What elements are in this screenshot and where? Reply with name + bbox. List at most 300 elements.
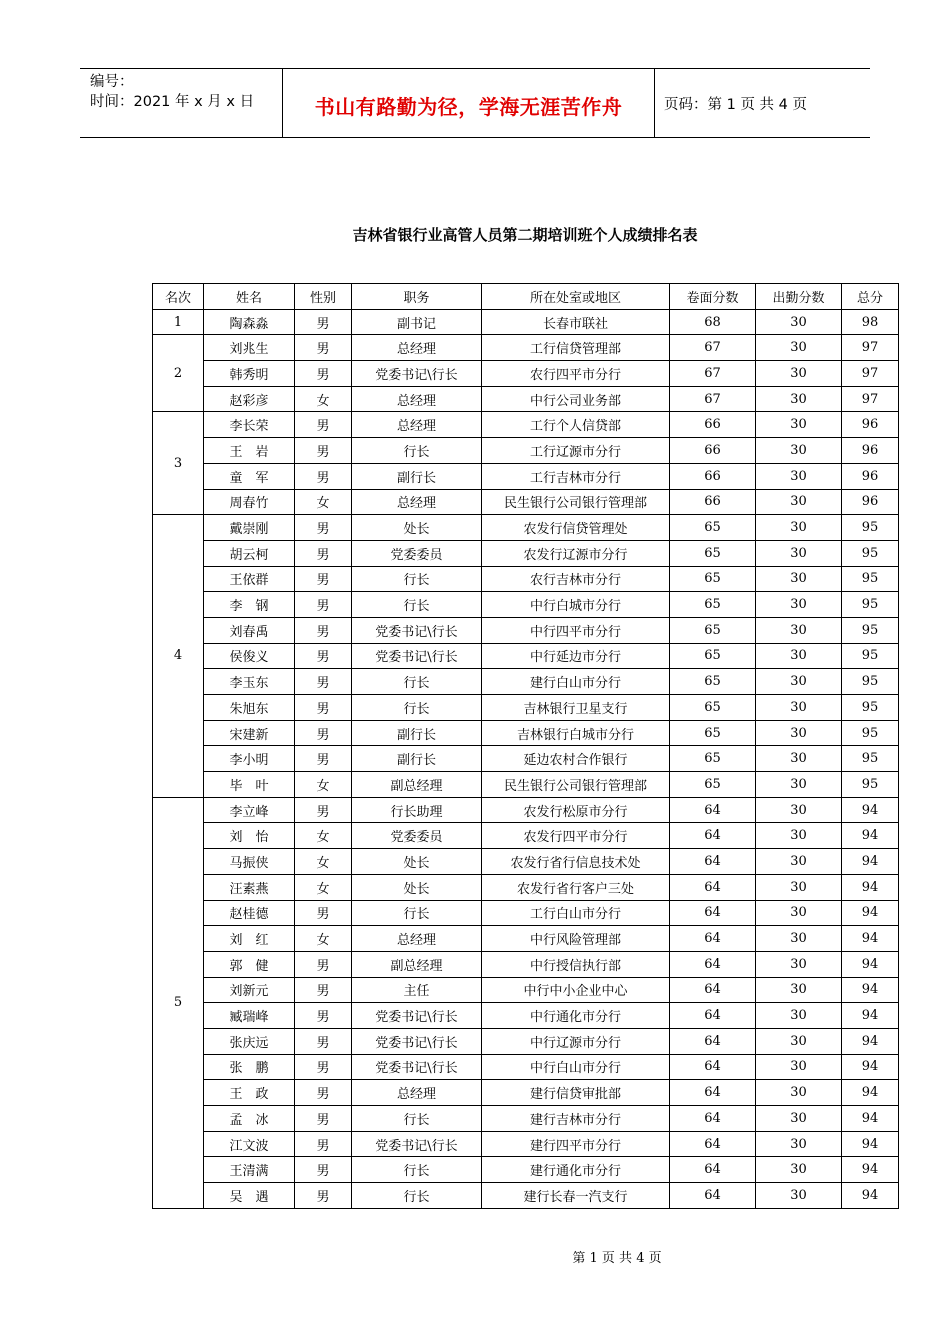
exam-score-cell: 64 (670, 1080, 756, 1106)
department-cell: 农行四平市分行 (482, 361, 670, 387)
table-row (153, 874, 899, 900)
position-cell: 处长 (352, 849, 482, 875)
position-cell: 党委书记\行长 (352, 361, 482, 387)
exam-score-cell: 65 (670, 720, 756, 746)
total-score-cell: 94 (842, 1054, 899, 1080)
exam-score-cell: 65 (670, 772, 756, 798)
name-cell: 王 政 (204, 1080, 295, 1106)
table-row (153, 438, 899, 464)
department-cell: 中行授信执行部 (482, 951, 670, 977)
attendance-score-cell: 30 (756, 1183, 842, 1209)
total-score-cell: 94 (842, 951, 899, 977)
attendance-score-cell: 30 (756, 592, 842, 618)
attendance-score-cell: 30 (756, 1106, 842, 1132)
total-score-cell: 96 (842, 489, 899, 515)
gender-cell: 男 (295, 643, 352, 669)
table-row (153, 643, 899, 669)
name-cell: 赵桂德 (204, 900, 295, 926)
gender-cell: 男 (295, 797, 352, 823)
table-row (153, 1080, 899, 1106)
department-cell: 农发行省行信息技术处 (482, 849, 670, 875)
total-score-cell: 94 (842, 926, 899, 952)
position-cell: 党委书记\行长 (352, 1054, 482, 1080)
exam-score-cell: 64 (670, 797, 756, 823)
table-row (153, 849, 899, 875)
motto: 书山有路勤为径，学海无涯苦作舟 (282, 69, 655, 137)
name-cell: 朱旭东 (204, 695, 295, 721)
gender-cell: 男 (295, 361, 352, 387)
exam-score-cell: 65 (670, 566, 756, 592)
position-cell: 行长 (352, 592, 482, 618)
position-cell: 行长 (352, 900, 482, 926)
total-score-cell: 94 (842, 1157, 899, 1183)
attendance-score-cell: 30 (756, 1131, 842, 1157)
table-row (153, 900, 899, 926)
gender-cell: 女 (295, 772, 352, 798)
name-cell: 毕 叶 (204, 772, 295, 798)
exam-score-cell: 64 (670, 1183, 756, 1209)
department-cell: 长春市联社 (482, 309, 670, 335)
name-cell: 戴崇刚 (204, 515, 295, 541)
total-score-cell: 95 (842, 540, 899, 566)
gender-cell: 男 (295, 617, 352, 643)
name-cell: 侯俊义 (204, 643, 295, 669)
total-score-cell: 97 (842, 361, 899, 387)
exam-score-cell: 65 (670, 515, 756, 541)
position-cell: 行长 (352, 566, 482, 592)
total-score-cell: 95 (842, 643, 899, 669)
gender-cell: 女 (295, 823, 352, 849)
department-cell: 吉林银行白城市分行 (482, 720, 670, 746)
total-score-cell: 94 (842, 1131, 899, 1157)
name-cell: 宋建新 (204, 720, 295, 746)
gender-cell: 男 (295, 1054, 352, 1080)
total-score-cell: 95 (842, 720, 899, 746)
total-score-cell: 94 (842, 1028, 899, 1054)
position-cell: 行长 (352, 669, 482, 695)
department-cell: 建行信贷审批部 (482, 1080, 670, 1106)
gender-cell: 男 (295, 592, 352, 618)
attendance-score-cell: 30 (756, 463, 842, 489)
position-cell: 副行长 (352, 746, 482, 772)
name-cell: 江文波 (204, 1131, 295, 1157)
document-header (80, 68, 870, 138)
department-cell: 工行白山市分行 (482, 900, 670, 926)
total-score-cell: 96 (842, 412, 899, 438)
table-row (153, 926, 899, 952)
total-score-cell: 94 (842, 1003, 899, 1029)
name-cell: 李立峰 (204, 797, 295, 823)
position-cell: 副行长 (352, 720, 482, 746)
table-body (153, 309, 899, 1208)
table-row (153, 463, 899, 489)
exam-score-cell: 64 (670, 1106, 756, 1132)
department-cell: 中行中小企业中心 (482, 977, 670, 1003)
gender-cell: 男 (295, 900, 352, 926)
gender-cell: 男 (295, 720, 352, 746)
attendance-score-cell: 30 (756, 977, 842, 1003)
gender-cell: 男 (295, 1080, 352, 1106)
total-score-cell: 95 (842, 695, 899, 721)
position-cell: 党委书记\行长 (352, 1028, 482, 1054)
exam-score-cell: 66 (670, 412, 756, 438)
position-cell: 总经理 (352, 926, 482, 952)
attendance-score-cell: 30 (756, 335, 842, 361)
department-cell: 建行长春一汽支行 (482, 1183, 670, 1209)
attendance-score-cell: 30 (756, 823, 842, 849)
position-cell: 处长 (352, 515, 482, 541)
position-cell: 行长 (352, 438, 482, 464)
table-row (153, 1131, 899, 1157)
name-cell: 刘兆生 (204, 335, 295, 361)
total-score-cell: 98 (842, 309, 899, 335)
gender-cell: 男 (295, 438, 352, 464)
name-cell: 童 军 (204, 463, 295, 489)
position-cell: 党委委员 (352, 823, 482, 849)
total-score-cell: 94 (842, 1106, 899, 1132)
exam-score-cell: 64 (670, 926, 756, 952)
total-score-cell: 94 (842, 874, 899, 900)
name-cell: 韩秀明 (204, 361, 295, 387)
name-cell: 赵彩彦 (204, 386, 295, 412)
exam-score-cell: 64 (670, 1054, 756, 1080)
table-row (153, 309, 899, 335)
department-cell: 工行辽源市分行 (482, 438, 670, 464)
gender-cell: 男 (295, 1131, 352, 1157)
rank-cell: 3 (153, 412, 204, 515)
attendance-score-cell: 30 (756, 669, 842, 695)
total-score-cell: 94 (842, 1183, 899, 1209)
table-row (153, 951, 899, 977)
exam-score-cell: 66 (670, 438, 756, 464)
table-row (153, 772, 899, 798)
position-cell: 行长 (352, 695, 482, 721)
attendance-score-cell: 30 (756, 720, 842, 746)
position-cell: 副总经理 (352, 951, 482, 977)
department-cell: 中行通化市分行 (482, 1003, 670, 1029)
name-cell: 张庆远 (204, 1028, 295, 1054)
name-cell: 王清满 (204, 1157, 295, 1183)
department-cell: 吉林银行卫星支行 (482, 695, 670, 721)
attendance-score-cell: 30 (756, 1054, 842, 1080)
column-header: 出勤分数 (756, 284, 842, 310)
position-cell: 党委书记\行长 (352, 1131, 482, 1157)
department-cell: 中行辽源市分行 (482, 1028, 670, 1054)
department-cell: 工行信贷管理部 (482, 335, 670, 361)
name-cell: 陶森淼 (204, 309, 295, 335)
table-row (153, 1003, 899, 1029)
attendance-score-cell: 30 (756, 746, 842, 772)
name-cell: 郭 健 (204, 951, 295, 977)
exam-score-cell: 65 (670, 695, 756, 721)
number-label: 编号： (90, 74, 134, 90)
column-header: 卷面分数 (670, 284, 756, 310)
attendance-score-cell: 30 (756, 643, 842, 669)
name-cell: 李小明 (204, 746, 295, 772)
table-row (153, 746, 899, 772)
position-cell: 副书记 (352, 309, 482, 335)
total-score-cell: 95 (842, 566, 899, 592)
exam-score-cell: 68 (670, 309, 756, 335)
attendance-score-cell: 30 (756, 797, 842, 823)
name-cell: 胡云柯 (204, 540, 295, 566)
total-score-cell: 94 (842, 797, 899, 823)
page-footer: 第 1 页 共 4 页 (572, 1251, 662, 1266)
exam-score-cell: 67 (670, 361, 756, 387)
department-cell: 民生银行公司银行管理部 (482, 489, 670, 515)
table-row (153, 1157, 899, 1183)
table-row (153, 540, 899, 566)
attendance-score-cell: 30 (756, 386, 842, 412)
position-cell: 副总经理 (352, 772, 482, 798)
gender-cell: 女 (295, 489, 352, 515)
attendance-score-cell: 30 (756, 1028, 842, 1054)
department-cell: 建行吉林市分行 (482, 1106, 670, 1132)
table-row (153, 797, 899, 823)
department-cell: 建行四平市分行 (482, 1131, 670, 1157)
table-row (153, 1054, 899, 1080)
gender-cell: 女 (295, 849, 352, 875)
position-cell: 党委书记\行长 (352, 1003, 482, 1029)
rank-cell: 4 (153, 515, 204, 798)
name-cell: 王 岩 (204, 438, 295, 464)
gender-cell: 男 (295, 669, 352, 695)
gender-cell: 男 (295, 566, 352, 592)
position-cell: 总经理 (352, 489, 482, 515)
position-cell: 主任 (352, 977, 482, 1003)
department-cell: 中行白山市分行 (482, 1054, 670, 1080)
exam-score-cell: 67 (670, 335, 756, 361)
rank-cell: 2 (153, 335, 204, 412)
table-header-row (153, 284, 899, 310)
column-header: 性别 (295, 284, 352, 310)
total-score-cell: 95 (842, 669, 899, 695)
table-row (153, 617, 899, 643)
gender-cell: 男 (295, 335, 352, 361)
position-cell: 行长 (352, 1157, 482, 1183)
exam-score-cell: 65 (670, 746, 756, 772)
attendance-score-cell: 30 (756, 309, 842, 335)
name-cell: 王依群 (204, 566, 295, 592)
column-header: 所在处室或地区 (482, 284, 670, 310)
attendance-score-cell: 30 (756, 566, 842, 592)
exam-score-cell: 65 (670, 617, 756, 643)
table-row (153, 720, 899, 746)
attendance-score-cell: 30 (756, 951, 842, 977)
gender-cell: 男 (295, 977, 352, 1003)
table-row (153, 386, 899, 412)
exam-score-cell: 64 (670, 1157, 756, 1183)
table-row (153, 669, 899, 695)
department-cell: 工行个人信贷部 (482, 412, 670, 438)
name-cell: 刘新元 (204, 977, 295, 1003)
total-score-cell: 95 (842, 515, 899, 541)
table-row (153, 823, 899, 849)
department-cell: 中行风险管理部 (482, 926, 670, 952)
department-cell: 延边农村合作银行 (482, 746, 670, 772)
attendance-score-cell: 30 (756, 1080, 842, 1106)
exam-score-cell: 65 (670, 592, 756, 618)
gender-cell: 男 (295, 1106, 352, 1132)
gender-cell: 男 (295, 695, 352, 721)
attendance-score-cell: 30 (756, 412, 842, 438)
position-cell: 副行长 (352, 463, 482, 489)
total-score-cell: 95 (842, 617, 899, 643)
position-cell: 行长 (352, 1106, 482, 1132)
name-cell: 刘 怡 (204, 823, 295, 849)
exam-score-cell: 64 (670, 1028, 756, 1054)
name-cell: 吴 遇 (204, 1183, 295, 1209)
total-score-cell: 95 (842, 592, 899, 618)
department-cell: 农行吉林市分行 (482, 566, 670, 592)
table-row (153, 695, 899, 721)
gender-cell: 女 (295, 386, 352, 412)
header-info-cell (80, 69, 282, 137)
exam-score-cell: 64 (670, 1003, 756, 1029)
name-cell: 张 鹏 (204, 1054, 295, 1080)
total-score-cell: 94 (842, 823, 899, 849)
page-label: 页码：第 1 页 共 4 页 (664, 96, 807, 113)
position-cell: 总经理 (352, 1080, 482, 1106)
position-cell: 党委委员 (352, 540, 482, 566)
department-cell: 建行白山市分行 (482, 669, 670, 695)
total-score-cell: 94 (842, 900, 899, 926)
attendance-score-cell: 30 (756, 772, 842, 798)
table-row (153, 1028, 899, 1054)
exam-score-cell: 65 (670, 643, 756, 669)
attendance-score-cell: 30 (756, 489, 842, 515)
name-cell: 汪素燕 (204, 874, 295, 900)
name-cell: 孟 冰 (204, 1106, 295, 1132)
exam-score-cell: 66 (670, 489, 756, 515)
attendance-score-cell: 30 (756, 438, 842, 464)
attendance-score-cell: 30 (756, 540, 842, 566)
gender-cell: 女 (295, 926, 352, 952)
gender-cell: 男 (295, 515, 352, 541)
exam-score-cell: 65 (670, 540, 756, 566)
name-cell: 刘春禹 (204, 617, 295, 643)
position-cell: 行长 (352, 1183, 482, 1209)
gender-cell: 男 (295, 1157, 352, 1183)
time-label: 时间：2021 年 x 月 x 日 (90, 94, 255, 110)
attendance-score-cell: 30 (756, 617, 842, 643)
name-cell: 马振侠 (204, 849, 295, 875)
position-cell: 党委书记\行长 (352, 643, 482, 669)
gender-cell: 男 (295, 309, 352, 335)
exam-score-cell: 64 (670, 900, 756, 926)
table-row (153, 361, 899, 387)
department-cell: 中行延边市分行 (482, 643, 670, 669)
exam-score-cell: 64 (670, 823, 756, 849)
total-score-cell: 94 (842, 1080, 899, 1106)
column-header: 姓名 (204, 284, 295, 310)
total-score-cell: 94 (842, 849, 899, 875)
attendance-score-cell: 30 (756, 926, 842, 952)
attendance-score-cell: 30 (756, 515, 842, 541)
table-row (153, 412, 899, 438)
department-cell: 农发行辽源市分行 (482, 540, 670, 566)
department-cell: 中行四平市分行 (482, 617, 670, 643)
department-cell: 中行公司业务部 (482, 386, 670, 412)
name-cell: 李玉东 (204, 669, 295, 695)
total-score-cell: 95 (842, 746, 899, 772)
gender-cell: 男 (295, 540, 352, 566)
name-cell: 李长荣 (204, 412, 295, 438)
attendance-score-cell: 30 (756, 874, 842, 900)
column-header: 职务 (352, 284, 482, 310)
exam-score-cell: 64 (670, 874, 756, 900)
position-cell: 行长助理 (352, 797, 482, 823)
exam-score-cell: 64 (670, 1131, 756, 1157)
gender-cell: 男 (295, 746, 352, 772)
position-cell: 总经理 (352, 335, 482, 361)
department-cell: 农发行信贷管理处 (482, 515, 670, 541)
total-score-cell: 97 (842, 335, 899, 361)
department-cell: 民生银行公司银行管理部 (482, 772, 670, 798)
name-cell: 臧瑞峰 (204, 1003, 295, 1029)
attendance-score-cell: 30 (756, 849, 842, 875)
table-row (153, 1106, 899, 1132)
department-cell: 中行白城市分行 (482, 592, 670, 618)
attendance-score-cell: 30 (756, 1003, 842, 1029)
total-score-cell: 94 (842, 977, 899, 1003)
table-row (153, 489, 899, 515)
name-cell: 周春竹 (204, 489, 295, 515)
column-header: 总分 (842, 284, 899, 310)
position-cell: 总经理 (352, 386, 482, 412)
table-row (153, 335, 899, 361)
column-header: 名次 (153, 284, 204, 310)
position-cell: 总经理 (352, 412, 482, 438)
gender-cell: 男 (295, 951, 352, 977)
gender-cell: 男 (295, 1183, 352, 1209)
table-row (153, 977, 899, 1003)
exam-score-cell: 64 (670, 849, 756, 875)
attendance-score-cell: 30 (756, 695, 842, 721)
gender-cell: 男 (295, 412, 352, 438)
position-cell: 处长 (352, 874, 482, 900)
exam-score-cell: 64 (670, 951, 756, 977)
table-row (153, 515, 899, 541)
attendance-score-cell: 30 (756, 900, 842, 926)
attendance-score-cell: 30 (756, 361, 842, 387)
total-score-cell: 95 (842, 772, 899, 798)
name-cell: 刘 红 (204, 926, 295, 952)
department-cell: 农发行省行客户三处 (482, 874, 670, 900)
department-cell: 农发行松原市分行 (482, 797, 670, 823)
table-row (153, 592, 899, 618)
total-score-cell: 96 (842, 463, 899, 489)
table-row (153, 566, 899, 592)
ranking-table (152, 283, 899, 1209)
page-title: 吉林省银行业高管人员第二期培训班个人成绩排名表 (352, 226, 698, 244)
position-cell: 党委书记\行长 (352, 617, 482, 643)
exam-score-cell: 67 (670, 386, 756, 412)
attendance-score-cell: 30 (756, 1157, 842, 1183)
department-cell: 建行通化市分行 (482, 1157, 670, 1183)
gender-cell: 女 (295, 874, 352, 900)
department-cell: 农发行四平市分行 (482, 823, 670, 849)
gender-cell: 男 (295, 1003, 352, 1029)
rank-cell: 5 (153, 797, 204, 1208)
exam-score-cell: 66 (670, 463, 756, 489)
name-cell: 李 钢 (204, 592, 295, 618)
exam-score-cell: 65 (670, 669, 756, 695)
exam-score-cell: 64 (670, 977, 756, 1003)
gender-cell: 男 (295, 463, 352, 489)
total-score-cell: 96 (842, 438, 899, 464)
table-row (153, 1183, 899, 1209)
